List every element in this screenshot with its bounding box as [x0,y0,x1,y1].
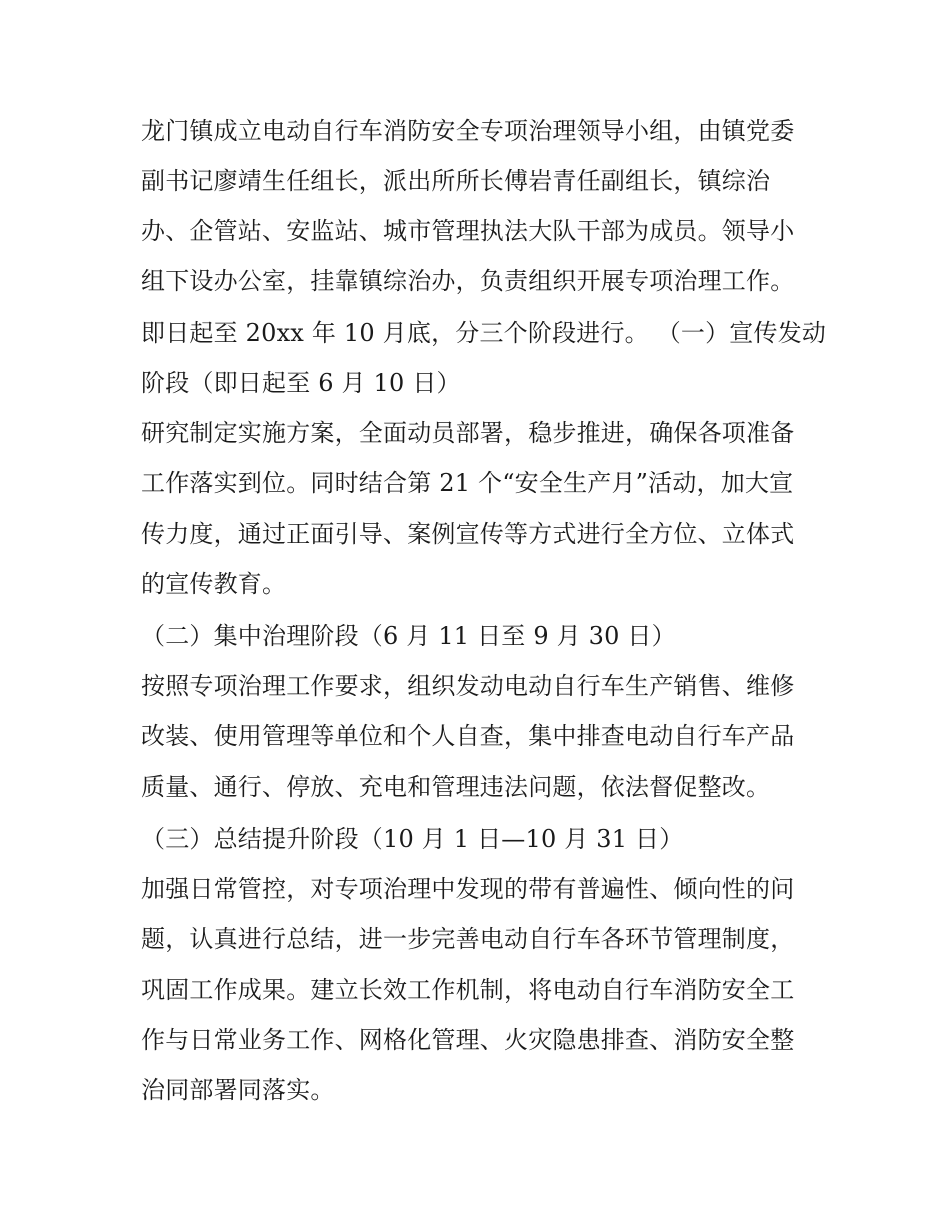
text-line: 组下设办公室，挂靠镇综治办，负责组织开展专项治理工作。 [141,267,795,295]
text-line: 传力度，通过正面引导、案例宣传等方式进行全方位、立体式 [141,520,795,548]
text-line: 办、企管站、安监站、城市管理执法大队干部为成员。领导小 [141,217,795,245]
text-line: 治同部署同落实。 [141,1076,335,1104]
section-heading: （二）集中治理阶段（6 月 11 日至 9 月 30 日） [141,622,676,650]
text-line: 题，认真进行总结，进一步完善电动自行车各环节管理制度， [141,925,795,953]
text-line: 的宣传教育。 [141,570,287,598]
text-line: 质量、通行、停放、充电和管理违法问题，依法督促整改。 [141,773,771,801]
text-line: 巩固工作成果。建立长效工作机制，将电动自行车消防安全工 [141,976,795,1004]
text-line: 改装、使用管理等单位和个人自查，集中排查电动自行车产品 [141,722,795,750]
text-line: 阶段（即日起至 6 月 10 日） [141,369,461,397]
text-line: 副书记廖靖生任组长，派出所所长傅岩青任副组长，镇综治 [141,167,771,195]
section-heading: （三）总结提升阶段（10 月 1 日—10 月 31 日） [141,825,684,853]
text-line: 研究制定实施方案，全面动员部署，稳步推进，确保各项准备 [141,419,795,447]
text-line: 加强日常管控，对专项治理中发现的带有普遍性、倾向性的问 [141,875,795,903]
text-line: 按照专项治理工作要求，组织发动电动自行车生产销售、维修 [141,672,795,700]
text-line: 即日起至 20xx 年 10 月底，分三个阶段进行。 （一）宣传发动 [141,319,827,347]
text-line: 龙门镇成立电动自行车消防安全专项治理领导小组，由镇党委 [141,117,795,145]
text-line: 工作落实到位。同时结合第 21 个“安全生产月”活动，加大宣 [141,469,794,497]
text-line: 作与日常业务工作、网格化管理、火灾隐患排查、消防安全整 [141,1026,795,1054]
